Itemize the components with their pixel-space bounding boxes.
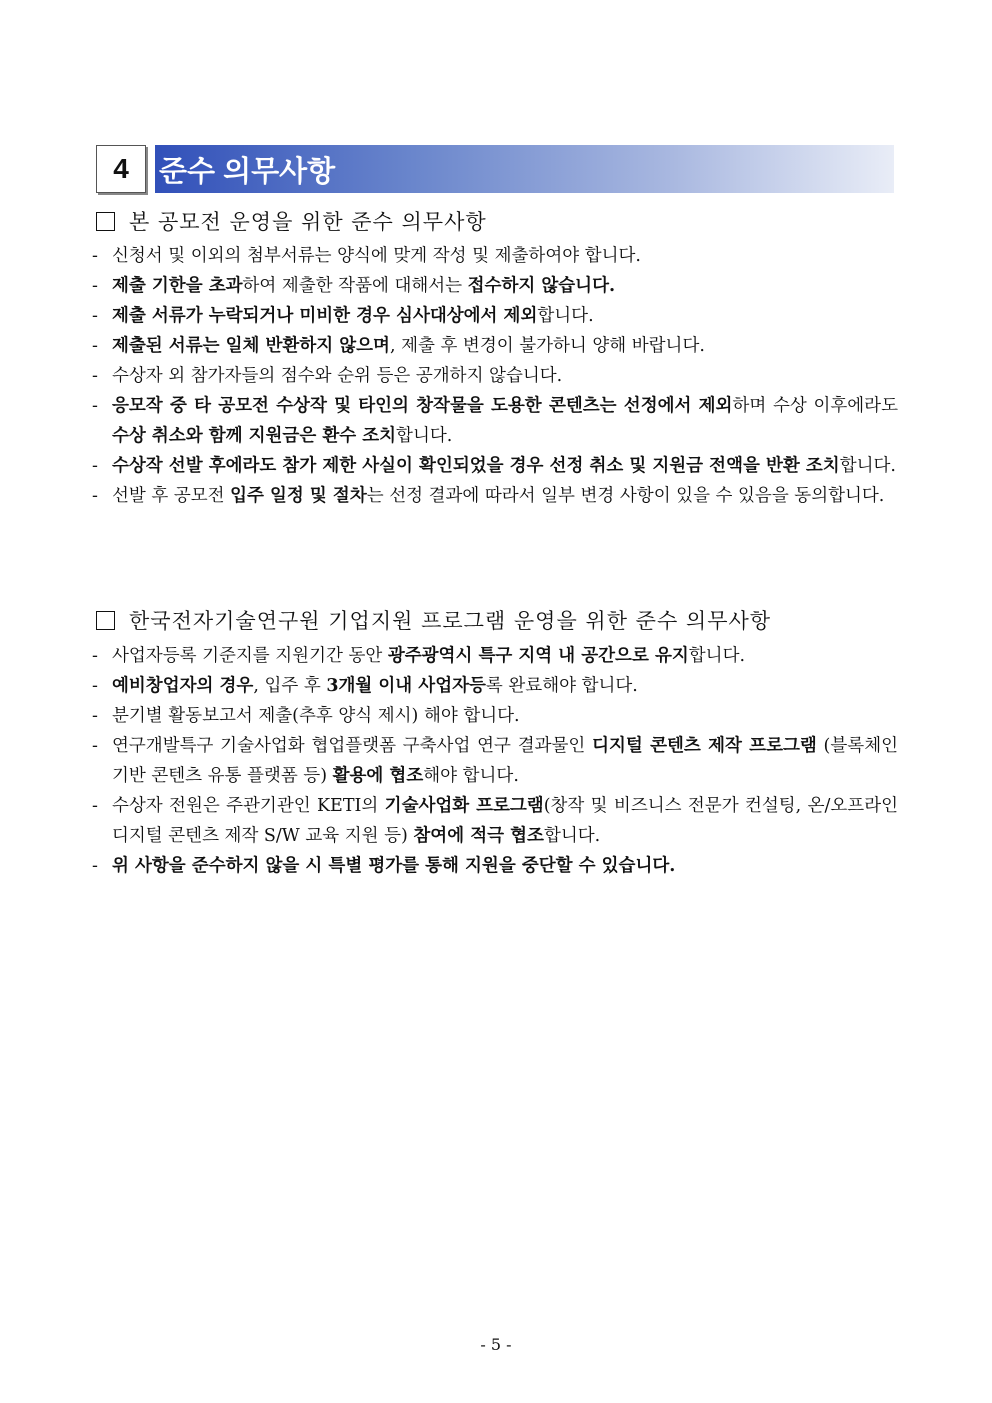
item-text: 합니다. [688,646,746,666]
bullet-dash: - [92,646,98,666]
bullet-dash: - [92,796,98,816]
subsection-heading-2 [96,605,771,635]
list-item [92,391,898,451]
item-text: 선발 후 공모전 [112,486,231,506]
page-number: - 5 - [480,1335,512,1354]
bullet-dash: - [92,336,98,356]
emphasized-text: 제출된 서류는 일체 반환하지 않으며 [112,336,390,356]
item-text: 합니다. [543,826,601,846]
bullet-dash: - [92,486,98,506]
list-item [92,481,898,511]
emphasized-text: 제출 서류가 누락되거나 미비한 경우 심사대상에서 제외 [112,306,538,326]
emphasized-text: 입주 일정 및 절차 [230,486,367,506]
bullet-dash: - [92,676,98,696]
emphasized-text: 기술사업화 프로그램 [384,796,544,816]
section-header [96,145,894,194]
emphasized-text: 수상 취소와 함께 지원금은 환수 조치 [112,426,397,446]
item-text: (창작 및 비즈니스 전문가 컨설팅, 온/오프라인 디지털 콘텐츠 제작 S/W 교육 지원 등) [112,796,898,846]
obligation-list-2 [92,641,898,881]
list-item [92,451,898,481]
item-text: (블록체인 기반 콘텐츠 유통 플랫폼 등) [112,736,899,786]
bullet-dash: - [92,306,98,326]
checkbox-square-icon [96,611,115,630]
item-text: 수상자 외 참가자들의 점수와 순위 등은 공개하지 않습니다. [112,366,563,386]
subsection-title: 한국전자기술연구원 기업지원 프로그램 운영을 위한 준수 의무사항 [129,609,772,633]
bullet-dash: - [92,706,98,726]
bullet-dash: - [92,456,98,476]
item-text: , 제출 후 변경이 불가하니 양해 바랍니다. [389,336,705,356]
list-item [92,671,898,701]
emphasized-text: 3개월 이내 사업자등 [326,676,486,696]
obligation-list-1 [92,241,898,511]
list-item [92,731,898,791]
emphasized-text: 접수하지 않습니다. [467,276,616,296]
emphasized-text: 제출 기한을 초과 [112,276,243,296]
item-text: 해야 합니다. [423,766,519,786]
bullet-dash: - [92,736,98,756]
list-item [92,331,898,361]
subsection-heading-1 [96,206,487,236]
section-title: 준수 의무사항 [155,145,894,193]
item-text: 합니다. [396,426,453,446]
item-text: 합니다. [537,306,594,326]
emphasized-text: 응모작 중 타 공모전 수상작 및 타인의 창작물을 도용한 콘텐츠는 선정에서 제외 [112,396,733,416]
item-text: 합니다. [839,456,896,476]
section-number: 4 [96,145,146,193]
list-item [92,241,898,271]
item-text: 록 완료해야 합니다. [485,676,638,696]
item-text: 신청서 및 이외의 첨부서류는 양식에 맞게 작성 및 제출하여야 합니다. [112,246,641,266]
emphasized-text: 수상작 선발 후에라도 참가 제한 사실이 확인되었을 경우 선정 취소 및 지원금 전액을 반환 조치 [112,456,840,476]
list-item [92,851,898,881]
bullet-dash: - [92,856,98,876]
item-text: , 입주 후 [253,676,327,696]
emphasized-text: 디지털 콘텐츠 제작 프로그램 [592,736,817,756]
item-text: 사업자등록 기준지를 지원기간 동안 [112,646,388,666]
item-text: 연구개발특구 기술사업화 협업플랫폼 구축사업 연구 결과물인 [112,736,593,756]
list-item [92,641,898,671]
list-item [92,791,898,851]
checkbox-square-icon [96,212,115,231]
bullet-dash: - [92,276,98,296]
subsection-title: 본 공모전 운영을 위한 준수 의무사항 [129,210,487,234]
emphasized-text: 활용에 협조 [332,766,424,786]
item-text: 분기별 활동보고서 제출(추후 양식 제시) 해야 합니다. [112,706,520,726]
list-item [92,301,898,331]
item-text: 하여 제출한 작품에 대해서는 [242,276,468,296]
emphasized-text: 위 사항을 준수하지 않을 시 특별 평가를 통해 지원을 중단할 수 있습니다. [112,856,676,876]
bullet-dash: - [92,366,98,386]
emphasized-text: 예비창업자의 경우 [112,676,254,696]
emphasized-text: 광주광역시 특구 지역 내 공간으로 유지 [387,646,689,666]
emphasized-text: 참여에 적극 협조 [413,826,544,846]
bullet-dash: - [92,396,98,416]
item-text: 하며 수상 이후에라도 [732,396,898,416]
list-item [92,701,898,731]
bullet-dash: - [92,246,98,266]
list-item [92,361,898,391]
list-item [92,271,898,301]
item-text: 수상자 전원은 주관기관인 KETI의 [112,796,385,816]
item-text: 는 선정 결과에 따라서 일부 변경 사항이 있을 수 있음을 동의합니다. [366,486,885,506]
